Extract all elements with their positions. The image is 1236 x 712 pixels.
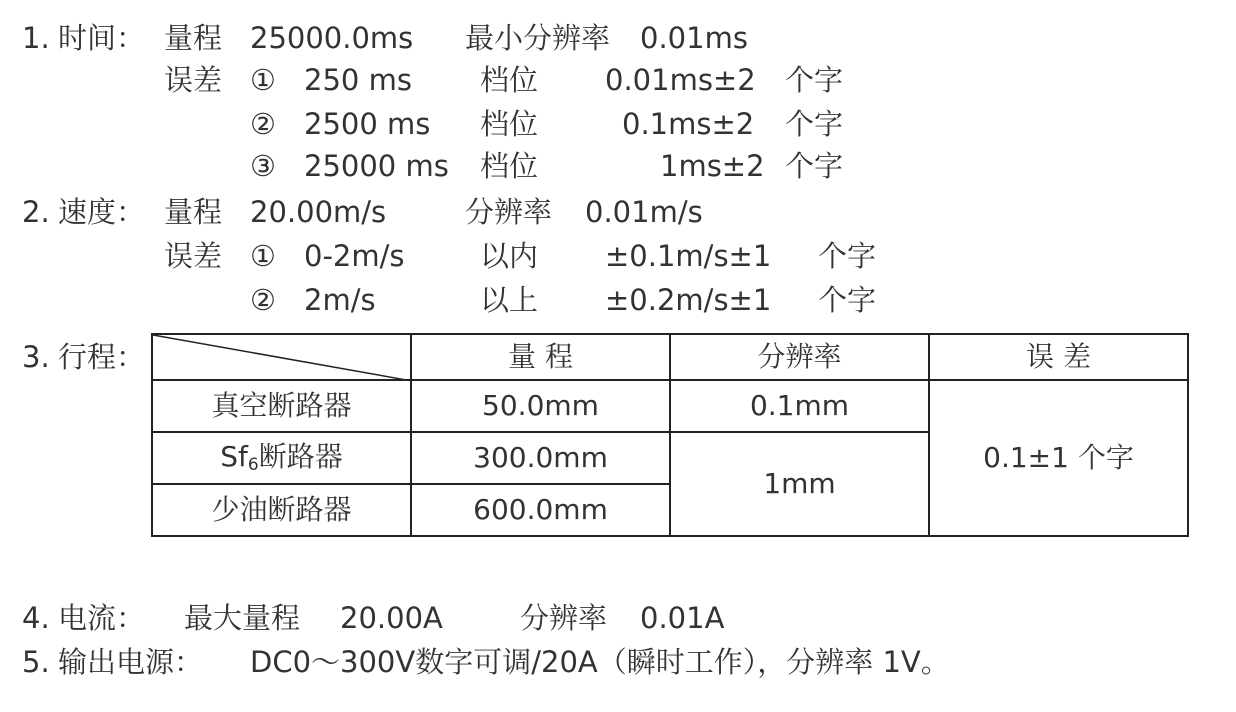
table-corner-cell (152, 334, 411, 380)
time-error-index: ② (250, 107, 276, 141)
time-error-index: ① (250, 63, 276, 97)
time-error-range: 2500 ms (304, 107, 431, 141)
row-range-vacuum: 50.0mm (411, 380, 670, 432)
power-num: 5. (22, 645, 50, 679)
time-error-unit: 档位 (480, 107, 539, 141)
time-range-value: 25000.0ms (250, 21, 414, 55)
current-range-label: 最大量程 (184, 601, 301, 635)
resolution-other: 1mm (670, 432, 929, 536)
travel-label: 行程： (58, 340, 146, 374)
sf6-suffix: 断路器 (258, 439, 343, 473)
sf6-prefix: Sf (220, 439, 248, 473)
time-error-suffix: 个字 (785, 149, 844, 183)
time-num: 1. (22, 21, 50, 55)
header-error: 误 差 (929, 334, 1188, 380)
time-error-range: 250 ms (304, 63, 412, 97)
time-resolution-value: 0.01ms (640, 21, 748, 55)
time-error-index: ③ (250, 149, 276, 183)
time-error-value: 0.01ms±2 (605, 63, 756, 97)
speed-error-unit: 以内 (480, 239, 539, 273)
speed-error-label: 误差 (164, 239, 223, 273)
sf6-subscript: 6 (247, 454, 259, 475)
header-resolution: 分辨率 (670, 334, 929, 380)
speed-error-value: ±0.1m/s±1 (605, 239, 772, 273)
speed-error-value: ±0.2m/s±1 (605, 283, 772, 317)
time-label: 时间： (58, 21, 146, 55)
row-range-sf6: 300.0mm (411, 432, 670, 484)
current-range-value: 20.00A (340, 601, 443, 635)
time-resolution-label: 最小分辨率 (465, 21, 611, 55)
row-name-vacuum: 真空断路器 (152, 380, 411, 432)
time-error-suffix: 个字 (785, 107, 844, 141)
time-error-label: 误差 (164, 63, 223, 97)
speed-range-value: 20.00m/s (250, 195, 387, 229)
speed-error-unit: 以上 (480, 283, 539, 317)
resolution-vacuum: 0.1mm (670, 380, 929, 432)
speed-error-suffix: 个字 (818, 239, 877, 273)
current-label: 电流： (58, 601, 146, 635)
speed-resolution-label: 分辨率 (465, 195, 553, 229)
speed-num: 2. (22, 195, 50, 229)
time-error-unit: 档位 (480, 63, 539, 97)
time-error-value: 0.1ms±2 (622, 107, 755, 141)
current-num: 4. (22, 601, 50, 635)
speed-resolution-value: 0.01m/s (585, 195, 703, 229)
speed-error-index: ① (250, 239, 276, 273)
time-error-unit: 档位 (480, 149, 539, 183)
time-error-suffix: 个字 (785, 63, 844, 97)
table-row (152, 380, 1188, 432)
speed-error-suffix: 个字 (818, 283, 877, 317)
current-resolution-value: 0.01A (640, 601, 725, 635)
speed-range-label: 量程 (164, 195, 223, 229)
speed-label: 速度： (58, 195, 146, 229)
diagonal-line (153, 335, 412, 381)
error-value: 0.1±1 个字 (929, 380, 1188, 536)
time-range-label: 量程 (164, 21, 223, 55)
time-error-range: 25000 ms (304, 149, 449, 183)
power-label: 输出电源： (58, 645, 204, 679)
speed-error-range: 2m/s (304, 283, 376, 317)
speed-error-index: ② (250, 283, 276, 317)
header-range: 量 程 (411, 334, 670, 380)
travel-num: 3. (22, 340, 50, 374)
power-text: DC0～300V数字可调/20A（瞬时工作），分辨率 1V。 (250, 645, 950, 679)
travel-table (151, 333, 1189, 537)
current-resolution-label: 分辨率 (520, 601, 608, 635)
row-name-oil: 少油断路器 (152, 484, 411, 536)
row-name-sf6 (152, 432, 411, 484)
row-range-oil: 600.0mm (411, 484, 670, 536)
speed-error-range: 0-2m/s (304, 239, 405, 273)
time-error-value: 1ms±2 (660, 149, 765, 183)
